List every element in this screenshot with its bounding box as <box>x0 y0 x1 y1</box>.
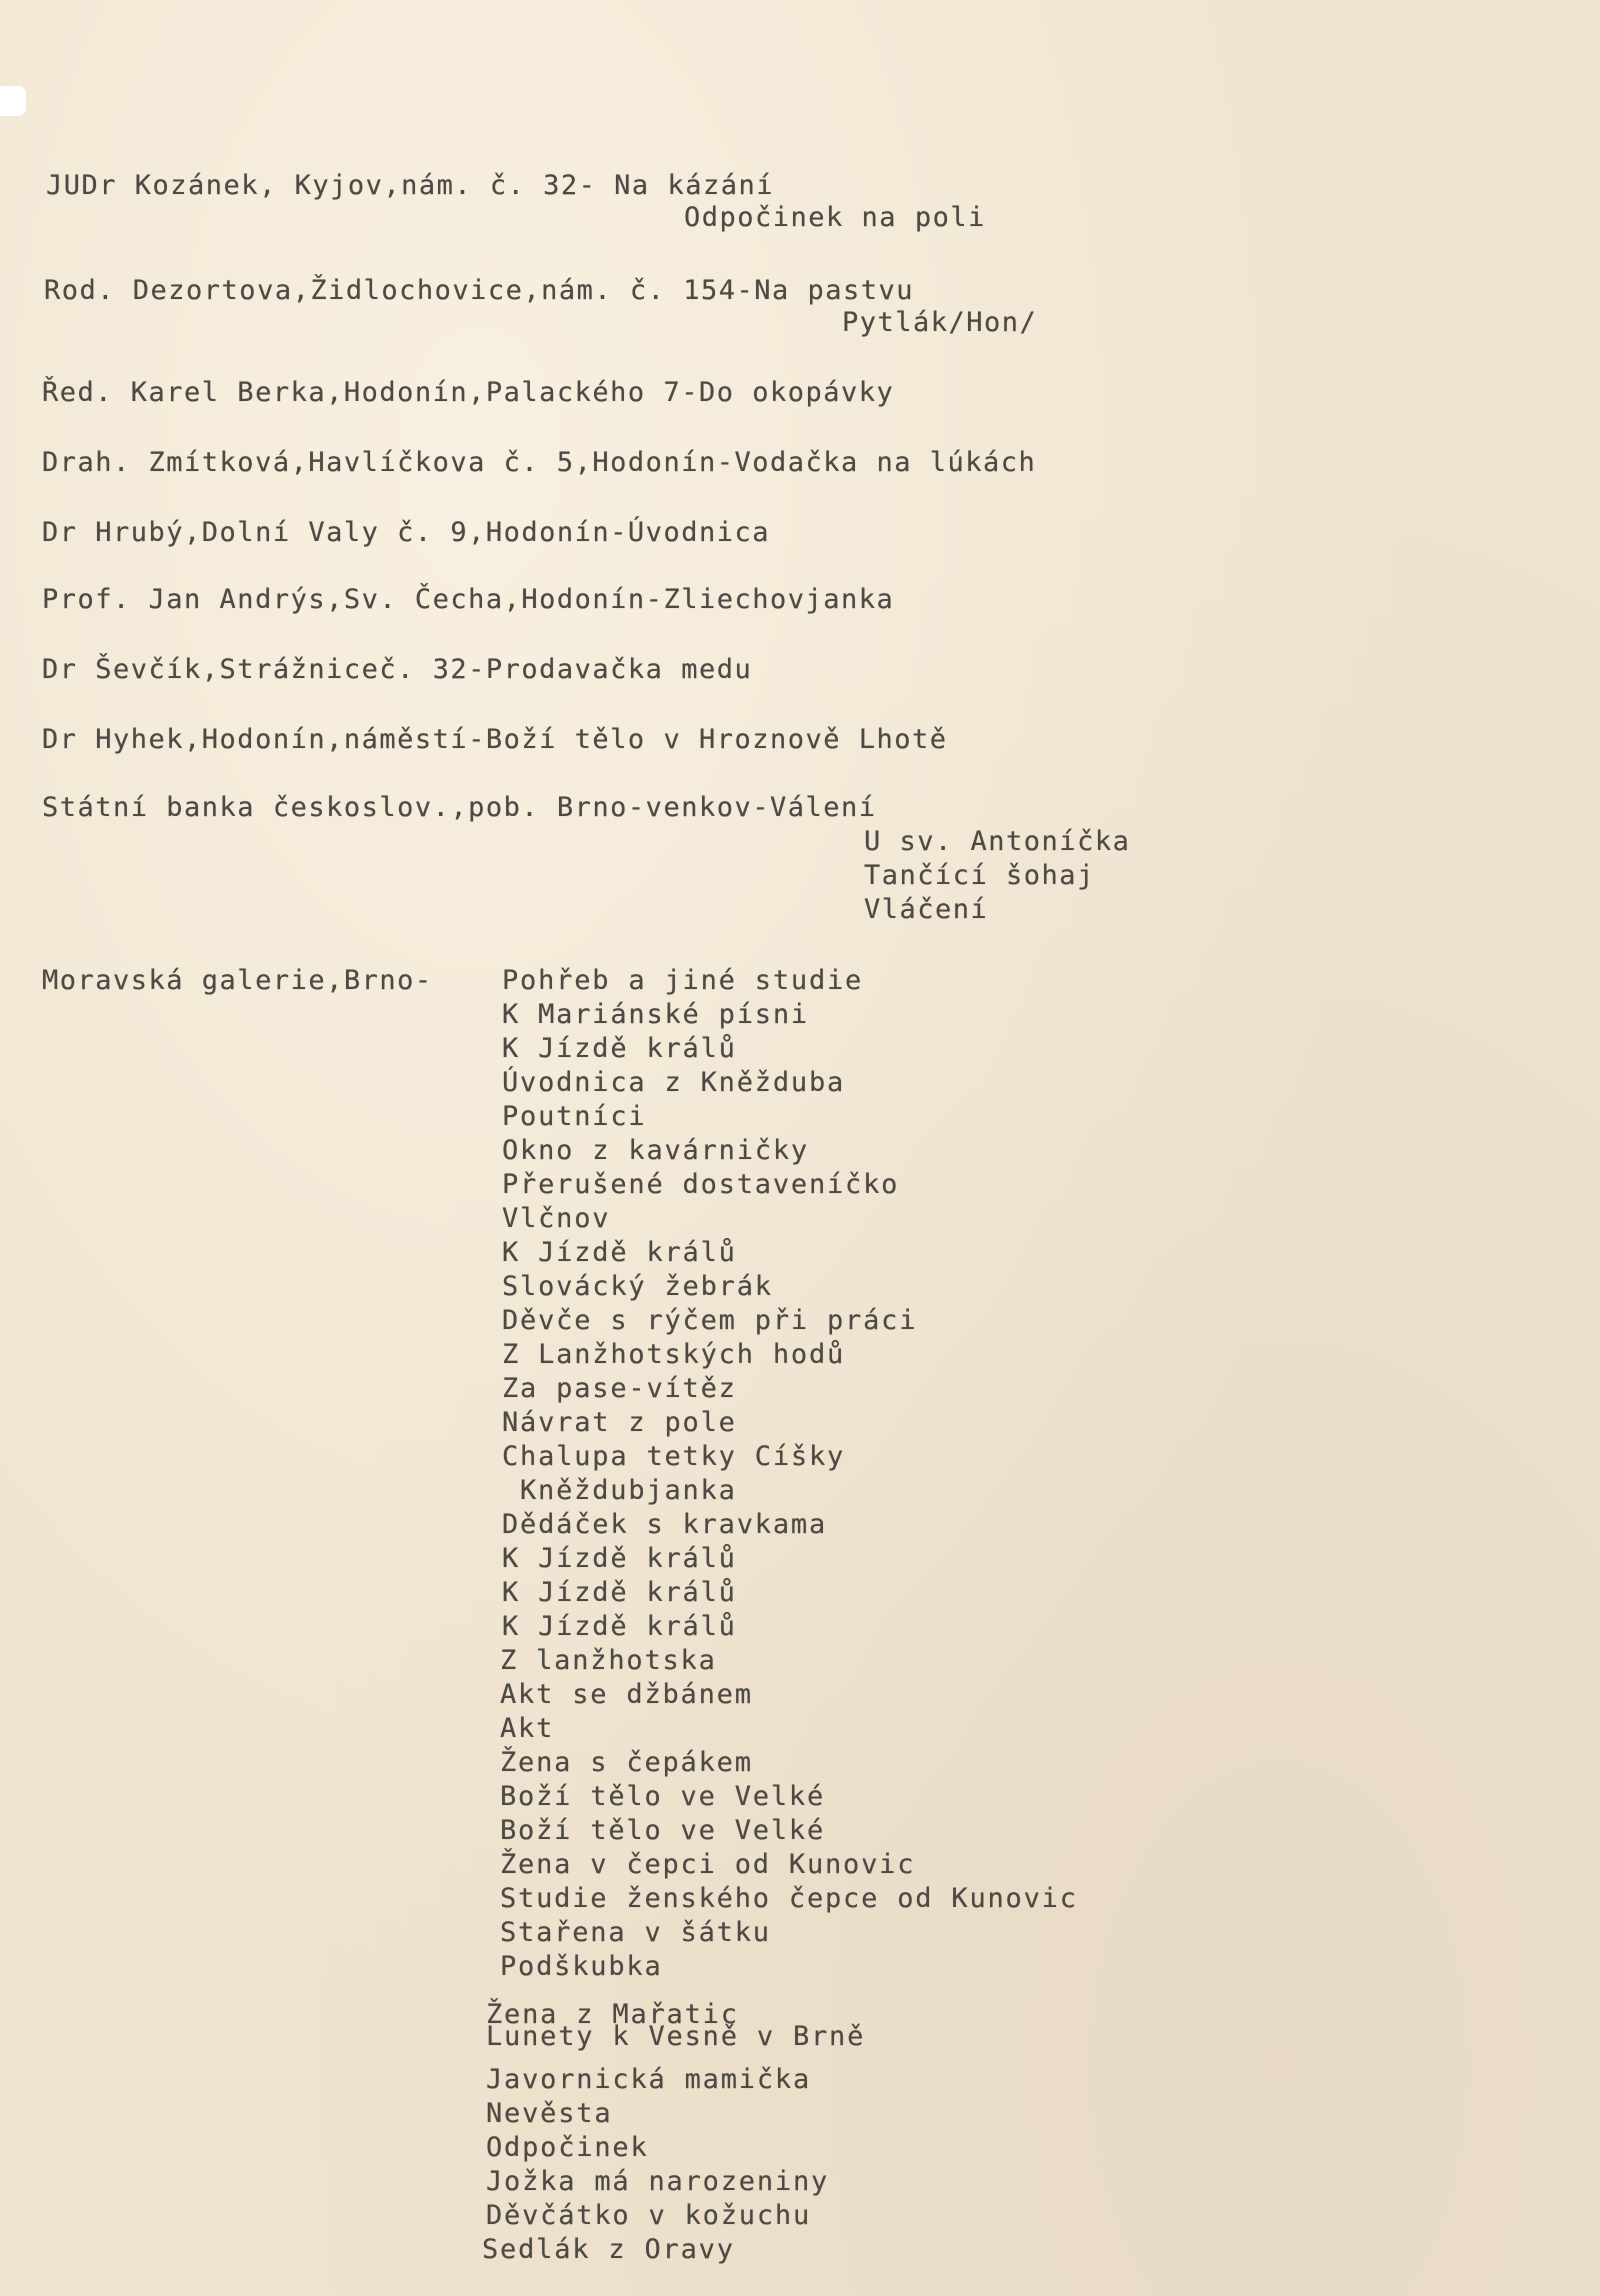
list-item: Pohřeb a jiné studie <box>502 965 864 996</box>
list-item: Kněždubjanka <box>520 1475 737 1506</box>
list-item: Akt <box>500 1713 555 1744</box>
list-item: Dědáček s kravkama <box>502 1509 827 1540</box>
list-item: Poutníci <box>502 1101 647 1132</box>
entry-line: U sv. Antoníčka <box>864 826 1131 857</box>
list-item: Návrat z pole <box>502 1407 737 1438</box>
list-item: Stařena v šátku <box>500 1917 771 1948</box>
list-item: K Jízdě králů <box>502 1543 737 1574</box>
list-item: Úvodnica z Kněždubа <box>502 1067 846 1098</box>
list-item: Okno z kavárničky <box>502 1135 809 1166</box>
list-item: Žena v čepci od Kunovic <box>500 1849 916 1880</box>
entry-line: Dr Hrubý,Dolní Valy č. 9,Hodonín-Úvodnica <box>42 517 770 548</box>
list-item: Boží tělo ve Velké <box>500 1781 825 1812</box>
list-item: Sedlák z Oravy <box>482 2234 735 2265</box>
entry-line: Dr Ševčík,Strážniceč. 32-Prodavačka medu <box>42 654 753 685</box>
entry-line: Dr Hyhek,Hodonín,náměstí-Boží tělo v Hroznově Lhotě <box>42 724 948 755</box>
list-item: K Jízdě králů <box>502 1237 737 1268</box>
entry-line: Drah. Zmítková,Havlíčkova č. 5,Hodonín-Vodačka na lúkách <box>42 447 1037 478</box>
list-item: Javornická mamička <box>486 2064 811 2095</box>
list-item: Za pase-vítěz <box>502 1373 737 1404</box>
list-item: Z lanžhotska <box>500 1645 717 1676</box>
list-item: K Mariánské písni <box>502 999 809 1030</box>
list-item: Žena z Mařatic <box>486 1999 739 2030</box>
list-item: Přerušené dostaveníčko <box>502 1169 900 1200</box>
punch-mark <box>0 86 26 116</box>
entry-line: Tančící šohaj <box>864 860 1095 891</box>
list-item: Chalupa tetky Cíšky <box>502 1441 846 1472</box>
entry-line: Rod. Dezortova,Židlochovice,nám. č. 154-Na pastvu <box>44 275 915 306</box>
list-item: Slovácký žebrák <box>502 1271 773 1302</box>
list-item: Lunety k Vesně v Brně <box>486 2021 866 2052</box>
list-item: K Jízdě králů <box>502 1033 737 1064</box>
list-item: Podškubka <box>500 1951 663 1982</box>
list-item: K Jízdě králů <box>502 1577 737 1608</box>
entry-line: Odpočinek na poli <box>684 202 986 233</box>
list-item: Vlčnov <box>502 1203 611 1234</box>
list-item: Nevěsta <box>486 2098 613 2129</box>
entry-line: Řed. Karel Berka,Hodonín,Palackého 7-Do okopávky <box>42 377 895 408</box>
list-item: Z Lanžhotských hodů <box>502 1339 846 1370</box>
list-item: Jožka má narozeniny <box>486 2166 830 2197</box>
list-item: Děvčátko v kožuchu <box>486 2200 811 2231</box>
list-item: Akt se džbánem <box>500 1679 753 1710</box>
entry-line: Pytlák/Hon/ <box>842 307 1038 338</box>
entry-line: Vláčení <box>864 894 989 925</box>
list-item: K Jízdě králů <box>502 1611 737 1642</box>
list-item: Studie ženského čepce od Kunovic <box>500 1883 1078 1914</box>
entry-line: JUDr Kozánek, Kyjov,nám. č. 32- Na kázání <box>46 170 774 201</box>
list-item: Boží tělo ve Velké <box>500 1815 825 1846</box>
entry-line: Státní banka českoslov.,pob. Brno-venkov-Válení <box>42 792 877 823</box>
list-item: Žena s čepákem <box>500 1747 753 1778</box>
list-item: Odpočinek <box>486 2132 649 2163</box>
entry-line: Prof. Jan Andrýs,Sv. Čecha,Hodonín-Zliechovjanka <box>42 584 895 615</box>
entry-line: Moravská galerie,Brno- <box>42 965 433 996</box>
list-item: Děvče s rýčem při práci <box>502 1305 918 1336</box>
